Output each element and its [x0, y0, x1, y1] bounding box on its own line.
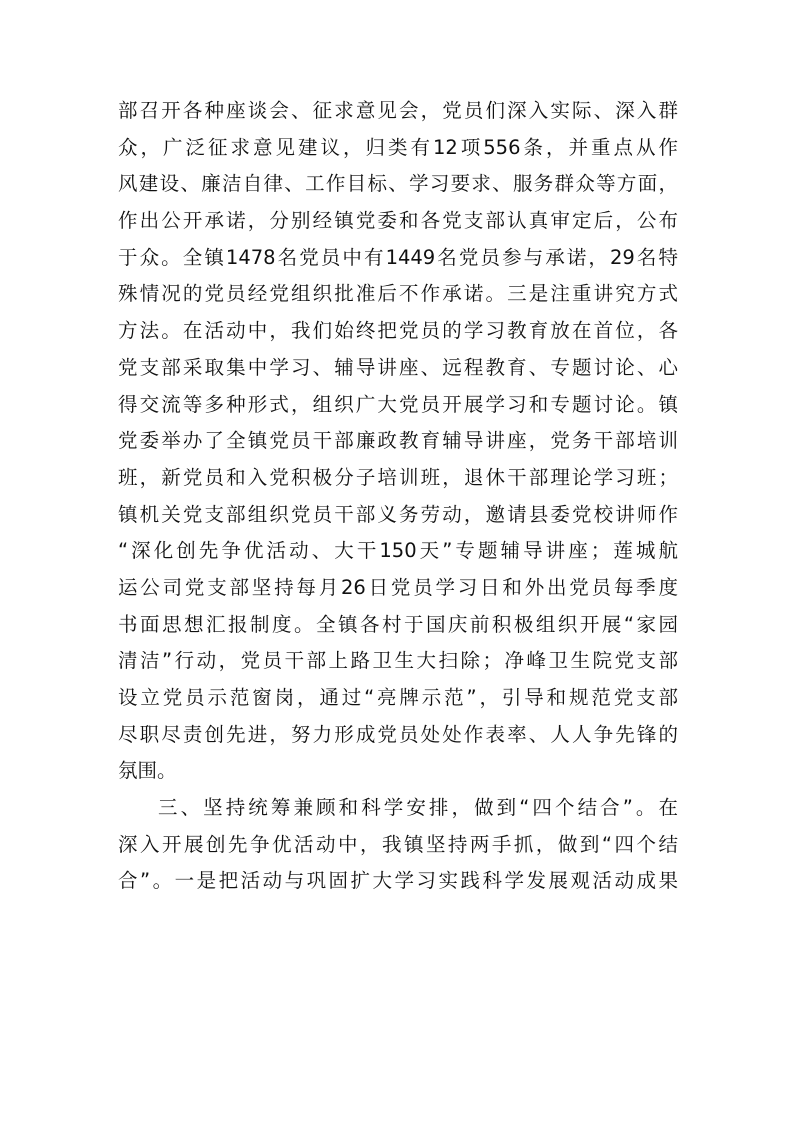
- text-line: 党委举办了全镇党员干部廉政教育辅导讲座，党务干部培训: [118, 429, 678, 453]
- text-line: 风建设、廉洁自律、工作目标、学习要求、服务群众等方面，: [118, 172, 678, 196]
- text-line: 作出公开承诺，分别经镇党委和各党支部认真审定后，公布: [118, 209, 678, 233]
- text-line: 运公司党支部坚持每月26日党员学习日和外出党员每季度: [118, 575, 678, 599]
- text-line: 清洁”行动，党员干部上路卫生大扫除；净峰卫生院党支部: [118, 649, 678, 673]
- text-line: 于众。全镇1478名党员中有1449名党员参与承诺，29名特: [118, 245, 678, 269]
- text-line: 班，新党员和入党积极分子培训班，退休干部理论学习班；: [118, 465, 678, 489]
- paragraph-end-line: 氛围。: [118, 759, 177, 783]
- text-line: 合”。一是把活动与巩固扩大学习实践科学发展观活动成果: [118, 869, 678, 893]
- text-line: 方法。在活动中，我们始终把党员的学习教育放在首位，各: [118, 319, 678, 343]
- text-line: 镇机关党支部组织党员干部义务劳动，邀请县委党校讲师作: [118, 502, 678, 526]
- text-line: “深化创先争优活动、大干150天”专题辅导讲座；莲城航: [118, 539, 678, 563]
- text-line: 众，广泛征求意见建议，归类有12项556条，并重点从作: [118, 135, 678, 159]
- text-line: 尽职尽责创先进，努力形成党员处处作表率、人人争先锋的: [118, 722, 678, 746]
- text-line: 殊情况的党员经党组织批准后不作承诺。三是注重讲究方式: [118, 282, 678, 306]
- text-line: 书面思想汇报制度。全镇各村于国庆前积极组织开展“家园: [118, 612, 678, 636]
- text-line: 设立党员示范窗岗，通过“亮牌示范”，引导和规范党支部: [118, 686, 678, 709]
- text-line: 部召开各种座谈会、征求意见会，党员们深入实际、深入群: [118, 99, 678, 122]
- body-text: [118, 93, 678, 900]
- text-line: 党支部采取集中学习、辅导讲座、远程教育、专题讨论、心: [118, 355, 678, 379]
- text-line: 深入开展创先争优活动中，我镇坚持两手抓，做到“四个结: [118, 832, 678, 856]
- section-heading-line: 三、坚持统筹兼顾和科学安排，做到“四个结合”。在: [158, 796, 678, 820]
- text-line: 得交流等多种形式，组织广大党员开展学习和专题讨论。镇: [118, 392, 678, 416]
